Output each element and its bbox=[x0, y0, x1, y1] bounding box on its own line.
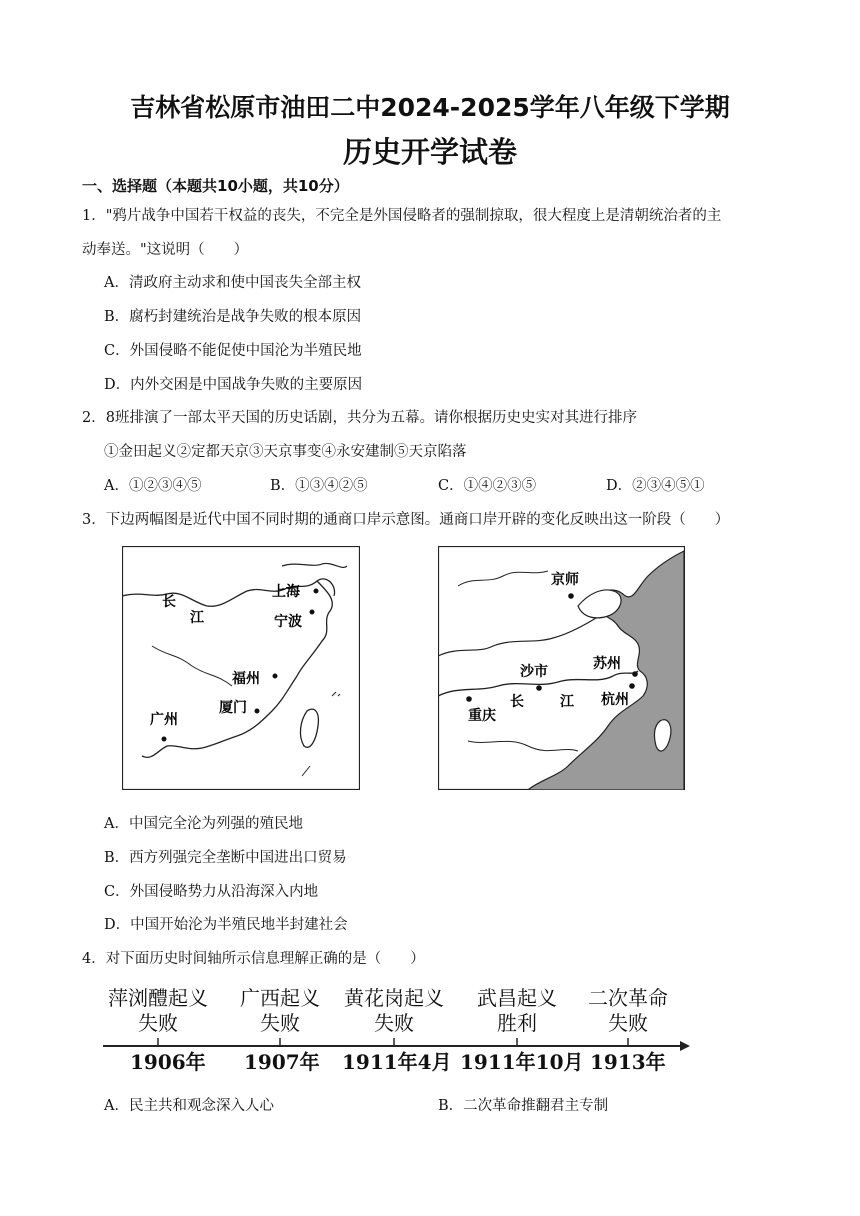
timeline-event-wuchang bbox=[467, 986, 567, 1036]
q2-items: ①金田起义②定都天京③天京事变④永安建制⑤天京陷落 bbox=[104, 444, 467, 460]
map2-label-shashi: 沙市 bbox=[520, 664, 548, 680]
timeline-event-pingliuli bbox=[100, 986, 216, 1036]
map1-label-guangzhou: 广州 bbox=[150, 712, 178, 728]
map2-label-jiang: 江 bbox=[560, 694, 574, 710]
map2-label-hangzhou: 杭州 bbox=[601, 692, 629, 708]
timeline-date-1911-10: 1911年10月 bbox=[460, 1050, 584, 1074]
map1-label-xiamen: 厦门 bbox=[219, 700, 247, 716]
q4-option-b[interactable]: B．二次革命推翻君主专制 bbox=[438, 1098, 609, 1114]
document-title-line1: 吉林省松原市油田二中2024-2025学年八年级下学期 bbox=[130, 93, 730, 122]
timeline-event-name: 萍浏醴起义 bbox=[108, 986, 208, 1010]
q3-option-b[interactable]: B．西方列强完全垄断中国进出口贸易 bbox=[104, 850, 347, 866]
q2-option-d[interactable]: D．②③④⑤① bbox=[606, 478, 705, 494]
map1-label-ningbo: 宁波 bbox=[274, 614, 302, 630]
map1-label-fuzhou: 福州 bbox=[232, 671, 260, 687]
timeline-event-huanghuagang bbox=[336, 986, 452, 1036]
timeline-event-result: 失败 bbox=[608, 1011, 648, 1035]
q2-option-c[interactable]: C．①④②③⑤ bbox=[438, 478, 537, 494]
timeline-event-name: 广西起义 bbox=[240, 986, 320, 1010]
q2-stem: 2．8班排演了一部太平天国的历史话剧，共分为五幕。请你根据历史史实对其进行排序 bbox=[82, 410, 637, 426]
section-heading: 一、选择题（本题共10小题，共10分） bbox=[82, 177, 349, 195]
q1-option-a[interactable]: A．清政府主动求和使中国丧失全部主权 bbox=[104, 275, 361, 291]
q3-option-c[interactable]: C．外国侵略势力从沿海深入内地 bbox=[104, 884, 319, 900]
q1-stem-line2: 动奉送。"这说明（ ） bbox=[82, 242, 249, 258]
map2-label-chang: 长 bbox=[510, 694, 524, 710]
timeline-event-name: 武昌起义 bbox=[477, 986, 557, 1010]
q2-option-a[interactable]: A．①②③④⑤ bbox=[104, 478, 202, 494]
q4-option-a[interactable]: A．民主共和观念深入人心 bbox=[104, 1098, 274, 1114]
map2-label-chongqing: 重庆 bbox=[468, 708, 496, 724]
timeline-event-name: 黄花岗起义 bbox=[344, 986, 444, 1010]
q3-stem: 3．下边两幅图是近代中国不同时期的通商口岸示意图。通商口岸开辟的变化反映出这一阶段（ ） bbox=[82, 512, 730, 528]
timeline-date-1907: 1907年 bbox=[244, 1050, 320, 1074]
timeline-event-guangxi bbox=[230, 986, 330, 1036]
timeline-date-1911-04: 1911年4月 bbox=[342, 1050, 452, 1074]
timeline-event-result: 失败 bbox=[260, 1011, 300, 1035]
q1-stem-line1: 1．"鸦片战争中国若干权益的丧失，不完全是外国侵略者的强制掠取，很大程度上是清朝统治者的主 bbox=[82, 208, 722, 224]
timeline-event-result: 胜利 bbox=[497, 1011, 537, 1035]
map-treaty-ports-1895 bbox=[438, 546, 685, 790]
q3-option-a[interactable]: A．中国完全沦为列强的殖民地 bbox=[104, 816, 303, 832]
map1-label-chang: 长 bbox=[162, 594, 176, 610]
timeline-date-1913: 1913年 bbox=[590, 1050, 666, 1074]
timeline-date-1906: 1906年 bbox=[130, 1050, 206, 1074]
q3-option-d[interactable]: D．中国开始沦为半殖民地半封建社会 bbox=[104, 917, 348, 933]
map-treaty-ports-1842 bbox=[122, 546, 360, 790]
q1-option-c[interactable]: C．外国侵略不能促使中国沦为半殖民地 bbox=[104, 343, 362, 359]
timeline-event-result: 失败 bbox=[374, 1011, 414, 1035]
document-title-line2: 历史开学试卷 bbox=[342, 135, 517, 169]
map1-label-jiang: 江 bbox=[190, 610, 204, 626]
map2-label-suzhou: 苏州 bbox=[593, 656, 621, 672]
map1-label-shanghai: 上海 bbox=[272, 584, 300, 600]
timeline-event-second-revolution bbox=[578, 986, 678, 1036]
q4-stem: 4．对下面历史时间轴所示信息理解正确的是（ ） bbox=[82, 951, 425, 967]
q2-option-b[interactable]: B．①③④②⑤ bbox=[270, 478, 368, 494]
history-timeline bbox=[100, 986, 700, 1076]
q1-option-d[interactable]: D．内外交困是中国战争失败的主要原因 bbox=[104, 377, 363, 393]
map2-label-jingshi: 京师 bbox=[551, 572, 579, 588]
timeline-event-name: 二次革命 bbox=[588, 986, 668, 1010]
timeline-event-result: 失败 bbox=[138, 1011, 178, 1035]
q1-option-b[interactable]: B．腐朽封建统治是战争失败的根本原因 bbox=[104, 309, 362, 325]
